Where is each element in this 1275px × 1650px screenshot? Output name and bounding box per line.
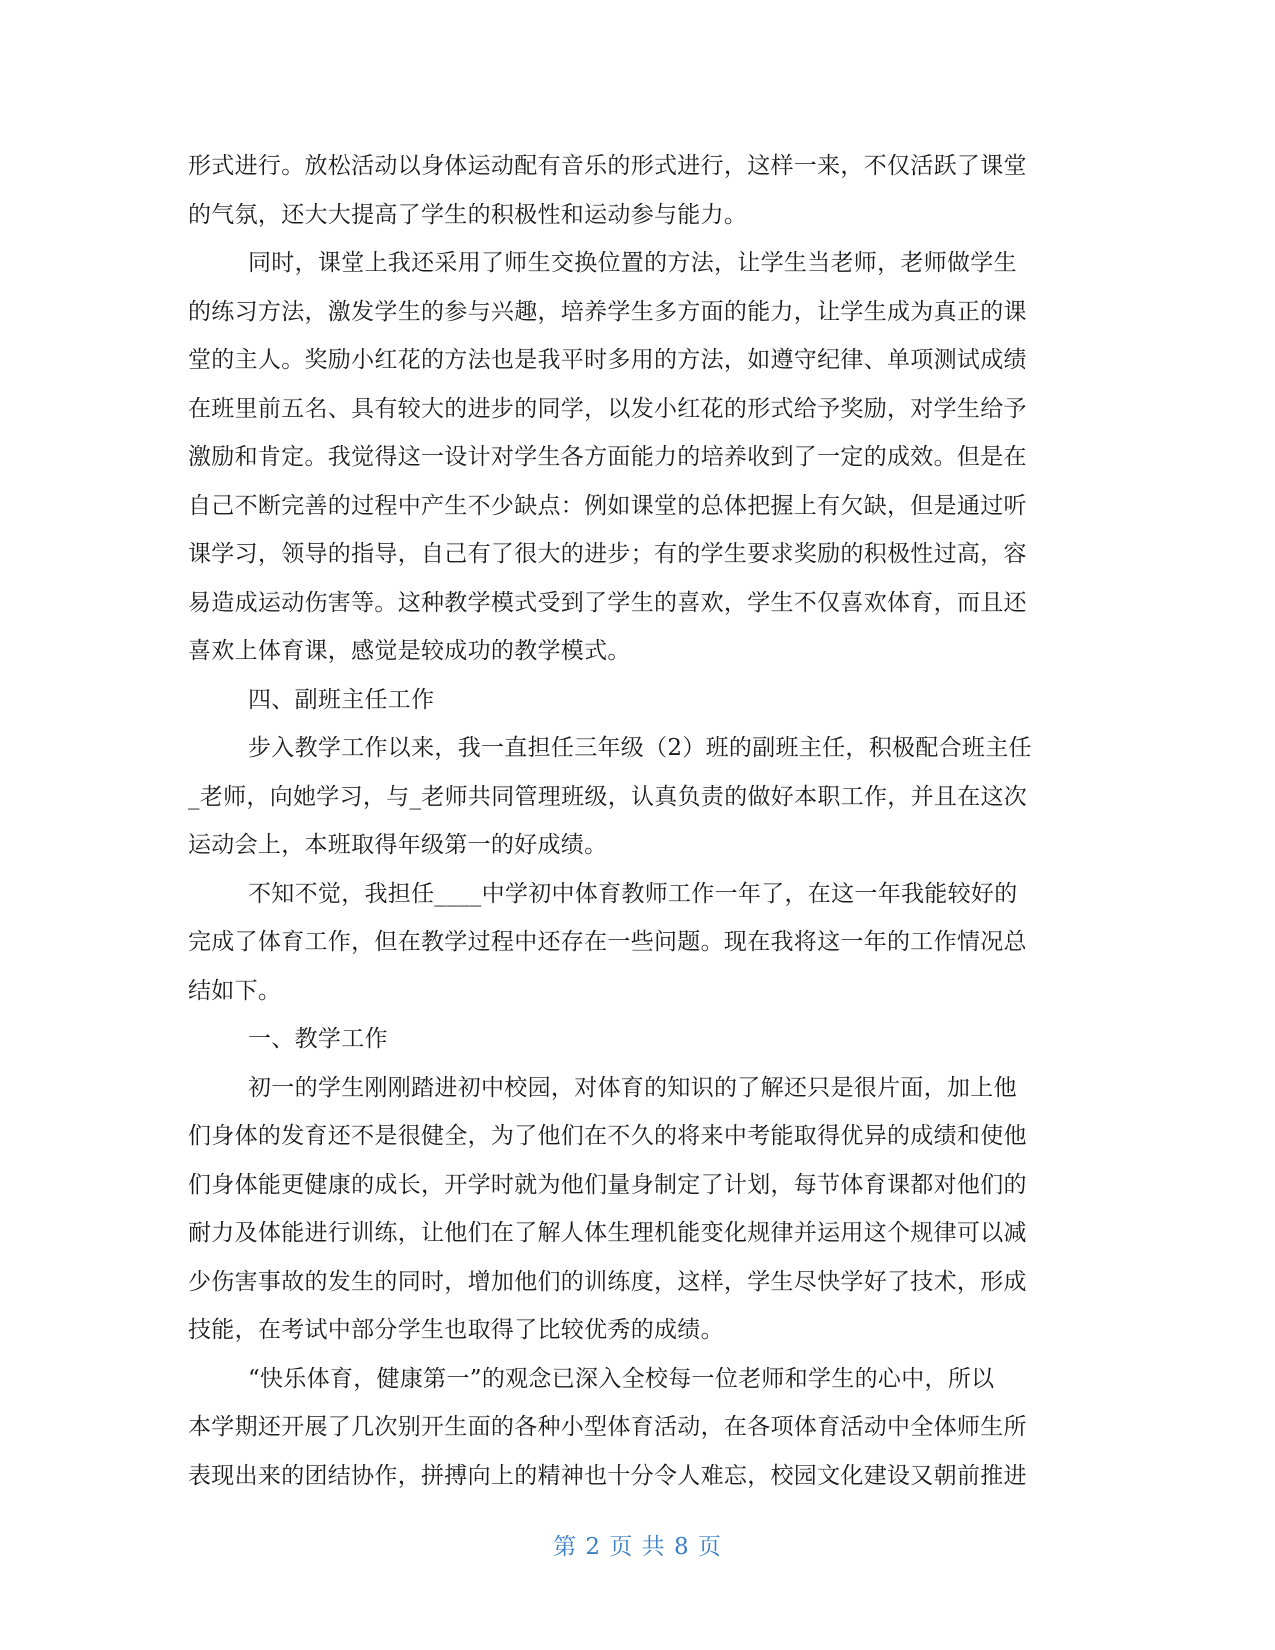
text-line: 表现出来的团结协作，拼搏向上的精神也十分令人难忘，校园文化建设又朝前推进 — [188, 1462, 1027, 1489]
text-line: 运动会上，本班取得年级第一的好成绩。 — [188, 832, 608, 858]
paragraph-start: “快乐体育，健康第一”的观念已深入全校每一位老师和学生的心中，所以 — [248, 1365, 995, 1392]
text-line: 结如下。 — [188, 977, 282, 1004]
text-line: _老师，向她学习，与_老师共同管理班级，认真负责的做好本职工作，并且在这次 — [188, 783, 1028, 810]
paragraph-start: 同时，课堂上我还采用了师生交换位置的方法，让学生当老师，老师做学生 — [248, 250, 1017, 276]
page-number-footer: 第 2 页 共 8 页 — [553, 1534, 722, 1560]
text-line: 易造成运动伤害等。这种教学模式受到了学生的喜欢，学生不仅喜欢体育，而且还 — [188, 589, 1027, 616]
section-heading: 一、教学工作 — [248, 1026, 388, 1052]
text-line: 课学习，领导的指导，自己有了很大的进步；有的学生要求奖励的积极性过高，容 — [188, 541, 1027, 567]
text-line: 耐力及体能进行训练，让他们在了解人体生理机能变化规律并运用这个规律可以减 — [188, 1220, 1027, 1246]
text-line: 少伤害事故的发生的同时，增加他们的训练度，这样，学生尽快学好了技术，形成 — [188, 1268, 1027, 1295]
text-line: 的练习方法，激发学生的参与兴趣，培养学生多方面的能力，让学生成为真正的课 — [188, 298, 1027, 325]
text-line: 在班里前五名、具有较大的进步的同学，以发小红花的形式给予奖励，对学生给予 — [188, 395, 1027, 422]
text-line: 技能，在考试中部分学生也取得了比较优秀的成绩。 — [188, 1317, 724, 1343]
text-line: 完成了体育工作，但在教学过程中还存在一些问题。现在我将这一年的工作情况总 — [188, 929, 1027, 955]
text-line: 喜欢上体育课，感觉是较成功的教学模式。 — [188, 638, 631, 664]
text-line: 激励和肯定。我觉得这一设计对学生各方面能力的培养收到了一定的成效。但是在 — [188, 444, 1027, 470]
paragraph-start: 步入教学工作以来，我一直担任三年级（2）班的副班主任，积极配合班主任 — [248, 735, 1032, 761]
text-line: 自己不断完善的过程中产生不少缺点：例如课堂的总体把握上有欠缺，但是通过听 — [188, 492, 1027, 519]
paragraph-start: 初一的学生刚刚踏进初中校园，对体育的知识的了解还只是很片面，加上他 — [248, 1074, 1017, 1101]
text-line: 们身体能更健康的成长，开学时就为他们量身制定了计划，每节体育课都对他们的 — [188, 1171, 1027, 1198]
text-line: 形式进行。放松活动以身体运动配有音乐的形式进行，这样一来，不仅活跃了课堂 — [188, 153, 1027, 179]
text-line: 的气氛，还大大提高了学生的积极性和运动参与能力。 — [188, 201, 748, 228]
section-heading: 四、副班主任工作 — [248, 686, 435, 713]
text-line: 本学期还开展了几次别开生面的各种小型体育活动，在各项体育活动中全体师生所 — [188, 1414, 1027, 1440]
text-line: 堂的主人。奖励小红花的方法也是我平时多用的方法，如遵守纪律、单项测试成绩 — [188, 347, 1027, 373]
text-line: 们身体的发育还不是很健全，为了他们在不久的将来中考能取得优异的成绩和使他 — [188, 1123, 1027, 1149]
document-body — [188, 142, 1088, 1500]
paragraph-start: 不知不觉，我担任____中学初中体育教师工作一年了，在这一年我能较好的 — [248, 880, 1018, 907]
